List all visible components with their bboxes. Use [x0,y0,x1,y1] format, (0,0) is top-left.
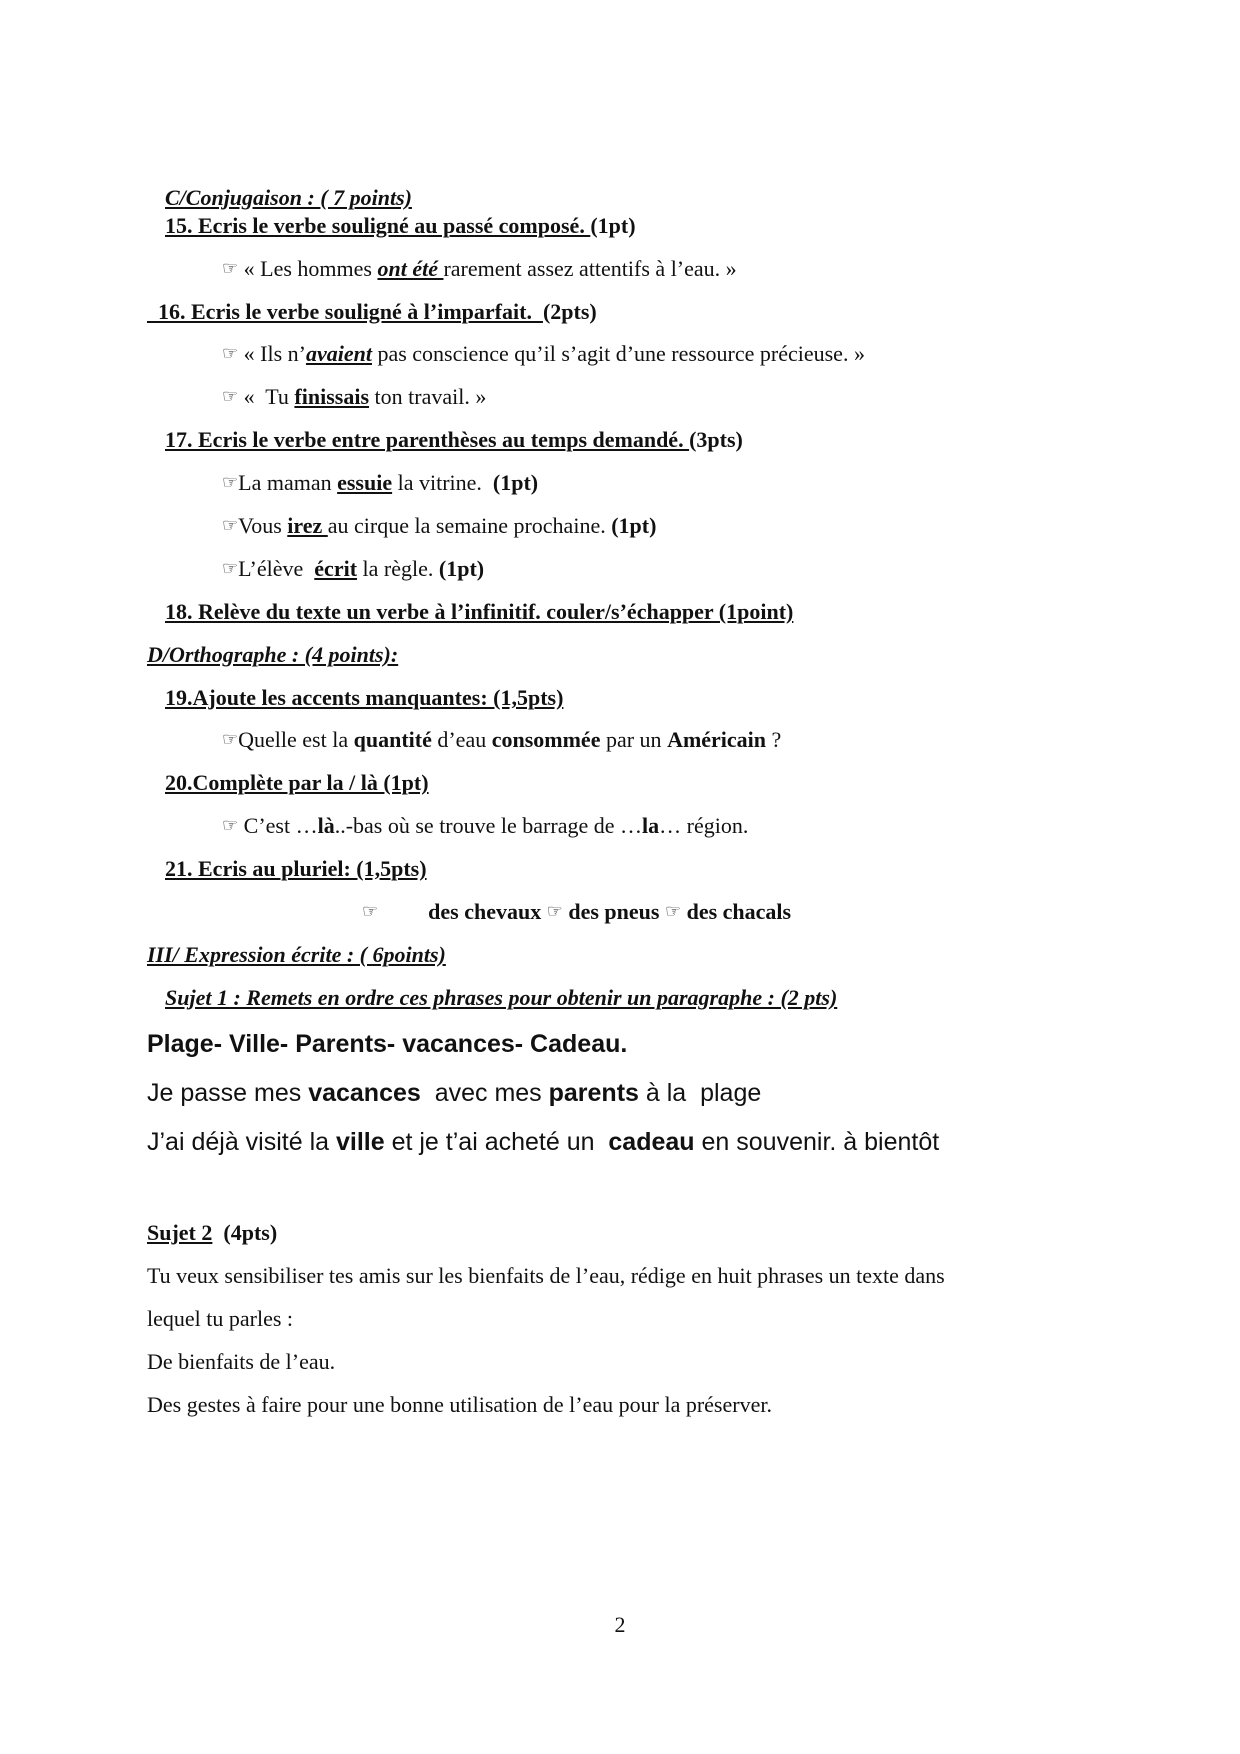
paragraph-text: en souvenir. à bientôt [694,1128,940,1156]
sujet-2-paragraph-line-4: Des gestes à faire pour une bonne utilisation de l’eau pour la préserver. [147,1392,772,1417]
question-15 [165,213,636,239]
question-19-sentence [222,727,781,755]
sentence-text: C’est … [238,813,318,838]
underlined-verb: avaient [305,341,372,366]
section-conjugaison-heading: C/Conjugaison : ( 7 points) [165,185,412,210]
section-orthographe-heading: D/Orthographe : (4 points): [147,642,399,667]
hand-pointer-icon: ☞ [222,386,239,407]
sentence-text: pas conscience qu’il s’agit d’une ressource précieuse. » [371,341,865,366]
sujet-2-heading [147,1220,277,1246]
sujet-2-paragraph-line-2: lequel tu parles : [147,1306,294,1331]
sentence-text: « Ils n’ [243,341,306,366]
keyword: vacances [308,1079,421,1107]
question-15-title: 15. Ecris le verbe souligné au passé composé. [165,213,591,238]
question-16-title: 16. Ecris le verbe souligné à l’imparfait. [147,299,543,324]
sentence-text: L’élève [238,556,315,581]
sentence-text: d’eau [431,727,492,752]
sentence-text: par un [600,727,668,752]
hand-pointer-icon: ☞ [362,901,379,922]
answer-word: là [317,813,335,838]
answer-verb: irez [287,513,328,538]
question-17-sentence-3 [222,556,484,584]
plural-word: des pneus [562,899,665,924]
sentence-text: … région. [659,813,749,838]
sujet-1-words: Plage- Ville- Parents- vacances- Cadeau. [147,1030,628,1058]
sentence-text: la règle. [357,556,439,581]
question-16 [147,299,597,325]
question-15-points: (1pt) [590,213,636,238]
sentence-text: rarement assez attentifs à l’eau. » [443,256,737,281]
hand-pointer-icon: ☞ [222,515,239,536]
question-17-sentence-2 [222,513,656,541]
hand-pointer-icon: ☞ [664,901,682,922]
sujet-2-points: (4pts) [212,1220,278,1245]
question-20: 20.Complète par la / là (1pt) [165,770,429,795]
paragraph-text: Je passe mes [147,1079,309,1107]
answer-verb: écrit [314,556,358,581]
sujet-1-line-2 [147,1127,939,1157]
sentence-text: ton travail. » [369,384,487,409]
hand-pointer-icon: ☞ [222,343,239,364]
sentence-text: La maman [238,470,338,495]
plural-word: des chevaux [428,899,547,924]
underlined-verb: finissais [294,384,370,409]
sentence-text: « Les hommes [243,256,378,281]
points: (1pt) [611,513,657,538]
keyword: parents [548,1079,639,1107]
paragraph-text: et je t’ai acheté un [384,1128,609,1156]
hand-pointer-icon: ☞ [222,258,239,279]
page-number: 2 [614,1612,626,1637]
question-17-title: 17. Ecris le verbe entre parenthèses au temps demandé. [165,427,690,452]
question-17-points: (3pts) [689,427,743,452]
question-20-sentence [222,813,748,841]
question-21: 21. Ecris au pluriel: (1,5pts) [165,856,427,881]
question-21-answers [362,899,791,927]
answer-word: la [642,813,660,838]
question-16-sentence-2 [222,384,486,412]
hand-pointer-icon: ☞ [222,558,239,579]
sentence-text: au cirque la semaine prochaine. [327,513,612,538]
keyword: cadeau [608,1128,695,1156]
paragraph-text: à la plage [638,1079,762,1107]
paragraph-text: J’ai déjà visité la [147,1128,336,1156]
question-17 [165,427,743,453]
paragraph-text: avec mes [420,1079,549,1107]
question-19: 19.Ajoute les accents manquantes: (1,5pts) [165,685,564,710]
sentence-text: Quelle est la [238,727,354,752]
sujet-2-paragraph-line-1: Tu veux sensibiliser tes amis sur les bienfaits de l’eau, rédige en huit phrases un texte dans [147,1263,945,1288]
plural-word: des chacals [681,899,792,924]
keyword: ville [335,1128,385,1156]
hand-pointer-icon: ☞ [222,815,239,836]
points: (1pt) [438,556,485,581]
sentence-text: Vous [238,513,288,538]
sentence-text: ..-bas où se trouve le barrage de … [334,813,642,838]
sentence-text: la vitrine. [392,470,493,495]
hand-pointer-icon: ☞ [222,729,239,750]
question-16-points: (2pts) [542,299,597,324]
sujet-1-line-1 [147,1078,761,1108]
sentence-text: ? [766,727,782,752]
question-16-sentence-1 [222,341,865,369]
hand-pointer-icon: ☞ [222,472,239,493]
points: (1pt) [492,470,539,495]
answer-word: consommée [491,727,601,752]
sentence-text: « Tu [243,384,295,409]
question-17-sentence-1 [222,470,538,498]
answer-word: quantité [353,727,432,752]
answer-verb: essuie [337,470,393,495]
section-expression-heading: III/ Expression écrite : ( 6points) [147,942,446,967]
question-18: 18. Relève du texte un verbe à l’infinitif. couler/s’échapper (1point) [165,599,794,624]
underlined-verb: ont été [377,256,444,281]
sujet-1-title: Sujet 1 : Remets en ordre ces phrases pour obtenir un paragraphe : (2 pts) [165,985,838,1010]
question-15-sentence [222,256,737,284]
hand-pointer-icon: ☞ [546,901,563,922]
answer-word: Américain [667,727,767,752]
sujet-2-title: Sujet 2 [147,1220,213,1245]
sujet-2-paragraph-line-3: De bienfaits de l’eau. [147,1349,336,1374]
